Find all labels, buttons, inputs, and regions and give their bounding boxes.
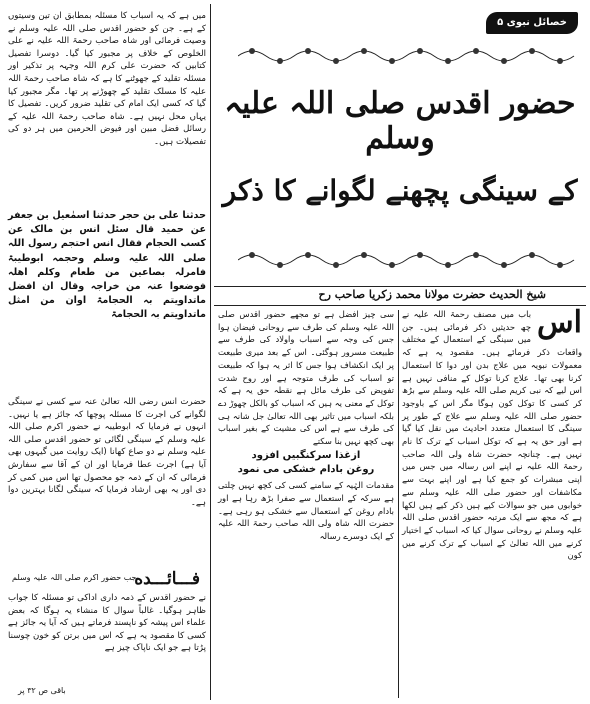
- column-middle-text: سی چیز افضل ہے تو مجھے حضور اقدس صلی اللہ علیہ وسلم کی طرف سے روحانی فیضان ہوا جس کی وجہ سے اسباب واولاد کی طرف سے طبیعت مسرور ہوگئی۔ اس کے بعد میری طبیعت پر ایک انکشاف ہوا جس کا اثر یہ ہوا کہ طبیعت تو اسباب کی طرف متوجہ ہے اور روح شدت تفویض کی طرف مائل ہے نقطہ حق یہ ہے کہ توکل کے معنی یہ ہیں کہ اسباب کو بالکل چھوڑ دے بلکہ اسباب میں تاثیر بھی اللہ تعالیٰ جل شانہ ہی کی طرف سے ہے اس کی مشیت کے بغیر اسباب بھی کچھ نہیں بنا سکتے: [218, 309, 394, 447]
- persian-verse-line1: ازغذا سرکنگبیں افزود: [251, 449, 361, 461]
- left-paragraph-top: میں ہے کہ یہ اسباب کا مسئلہ بمطابق ان تین وسیتوں کے ہے۔ جن کو حضور اقدس صلی اللہ علیہ وسلم نے وصیت فرمائی اور شاہ صاحب رحمۃ اللہ علیہ نے علی الخلوص کے خلاف پر مجبور کیا گیا۔ دوسرا تفصیل کتابیں کہ حضرت علی کرم اللہ وجہہ پر تذکیر اور مسئلہ تقلید کے جھوٹنے کا ہے کہ شاہ صاحب رحمۃ اللہ علیہ کا مسلک تقلید کے چھوڑنے پر تھا۔ مگر مجبور کیا گیا کہ کسی ایک امام کی تقلید ضرور کریں۔ تفصیل کا یہاں محل نہیں ہے۔ شاہ صاحب رحمۃ اللہ علیہ کے رسائل فضل مبین اور فیوض الحرمین میں ہر دو کی تفصیلات ہیں۔: [8, 11, 206, 147]
- fawaid-side-text: جب حضور اکرم صلی اللہ علیہ وسلم: [12, 573, 137, 582]
- hadith-arabic-text: حدثنا علی بن حجر حدثنا اسمٰعیل بن جعفر عن حمید قال سئل انس بن مالک عن کسب الحجام فقال انس احتجم رسول اللہ صلی اللہ علیہ وسلم وحجمہ ابوطیبۃ فامرلہ بصاعین من طعام وکلم اھلہ فوضعوا عنہ من خراجہ وقال ان افضل ماتداویتم بہ الحجامۃ اوان من امثل ماتداویتم بہ الحجامۃ: [8, 210, 206, 321]
- left-paragraph-translation: حضرت انس رضی اللہ تعالیٰ عنہ سے کسی نے سینگی لگوانے کی اجرت کا مسئلہ پوچھا کہ جائز ہے یا نہیں۔ انہوں نے فرمایا کہ ابوطیبہ نے حضور اکرم صلی اللہ علیہ وسلم کے سینگی لگائی تو حضور اقدس صلی اللہ علیہ وسلم نے دو صاع کھانا (ایک روایت میں گیہوں بھی آیا ہے) اجرت عطا فرمایا اور ان کے آقا سے سفارش فرمائی کہ ان کے ذمہ جو محصول تھا اس میں کمی کر دی اور یہ بھی ارشاد فرمایا کہ سینگی لگانا بہترین دوا ہے۔: [8, 397, 206, 508]
- floral-border-top-icon: [238, 44, 582, 68]
- article-title-line2: کے سینگی پچھنے لگوانے کا ذکر: [222, 174, 578, 207]
- column-divider: [398, 310, 399, 698]
- drop-cap: اس: [537, 305, 582, 340]
- series-banner: خصائل نبوی ۵: [486, 12, 578, 34]
- continued-note: باقی ص ۳۲ پر: [18, 686, 66, 695]
- left-paragraph-bottom: نے حضور اقدس کے ذمہ داری اداکی تو مسئلہ کا جواب ظاہر ہوگیا۔ غالباً سوال کا منشاء یہ ہوگا کہ بعض علماء اس پیشہ کو ناپسند فرماتے ہیں کہ آیا یہ جائز ہے کسی کا مقصود یہ ہے کہ اس میں برتن کو خون چوسنا پڑتا ہے جو ایک ناپاک چیز ہے: [8, 593, 206, 654]
- author-byline-bar: [214, 286, 586, 306]
- fawaid-label: فـــائـــده: [134, 569, 200, 589]
- text-column-right: [402, 305, 582, 700]
- column-middle-text-after: مقدمات الہٰیہ کے سامنے کسی کی کچھ نہیں چلتی ہے سرکہ کے استعمال سے صفرا بڑھ رہا ہے اور بادام روغن کے استعمال سے خشکی ہو رہی ہے۔ حضرت اللہ شاہ ولی اللہ صاحب رحمۃ اللہ علیہ کے ایک دوسرے رسالہ: [218, 480, 394, 541]
- fawaid-heading-row: [8, 569, 206, 589]
- column-right-text: باب میں مصنف رحمۃ اللہ علیہ نے چھ حدیثیں ذکر فرمائی ہیں۔ جن میں سینگی کے استعمال کے مختلف واقعات ذکر فرمائے ہیں۔ مقصود یہ ہے کہ معمولات نبویہ میں علاج بدن اور دوا کا استعمال کرنا بھی تھا۔ علاج کرنا توکل کے منافی نہیں ہے اس لیے کہ نبی کریم صلی اللہ علیہ وسلم سے بڑھ کر کسی کا توکل کون ہوگا مگر اس کے باوجود حضور صلی اللہ علیہ وسلم سے علاج کے طور پر سینگی کا استعمال متعدد احادیث میں نقل کیا گیا ہے اور حق یہ ہے کہ توکل اسباب کے ترک کا نام نہیں ہے۔ چنانچہ حضرت شاہ ولی اللہ صاحب رحمۃ اللہ علیہ نے اپنے اس رسالہ میں جس میں اپنی مبشرات کو جمع کیا ہے اور اپنے بہت سے مکاشفات اور حضور صلی اللہ علیہ وسلم سے خوابوں میں جو سوالات کیے ہیں ذکر کیے ہیں لکھا ہے کہ مجھ سے ایک مرتبہ حضور اقدس صلی اللہ علیہ وسلم نے روحانی سوال کیا کہ اسباب کے اختیار کرنے میں اللہ تعالیٰ کے اسباب کے ترک کرنے میں کون: [402, 309, 582, 561]
- text-column-middle: [218, 308, 394, 700]
- persian-verse-line2: روغن بادام خشکی می نمود: [237, 464, 375, 476]
- article-header: [214, 4, 586, 286]
- floral-border-bottom-icon: [238, 248, 582, 272]
- author-byline: شیخ الحدیث حضرت مولانا محمد زکریا صاحب رح: [318, 288, 546, 301]
- left-column: [4, 4, 211, 700]
- article-title-line1: حضور اقدس صلی اللہ علیہ وسلم: [224, 86, 576, 156]
